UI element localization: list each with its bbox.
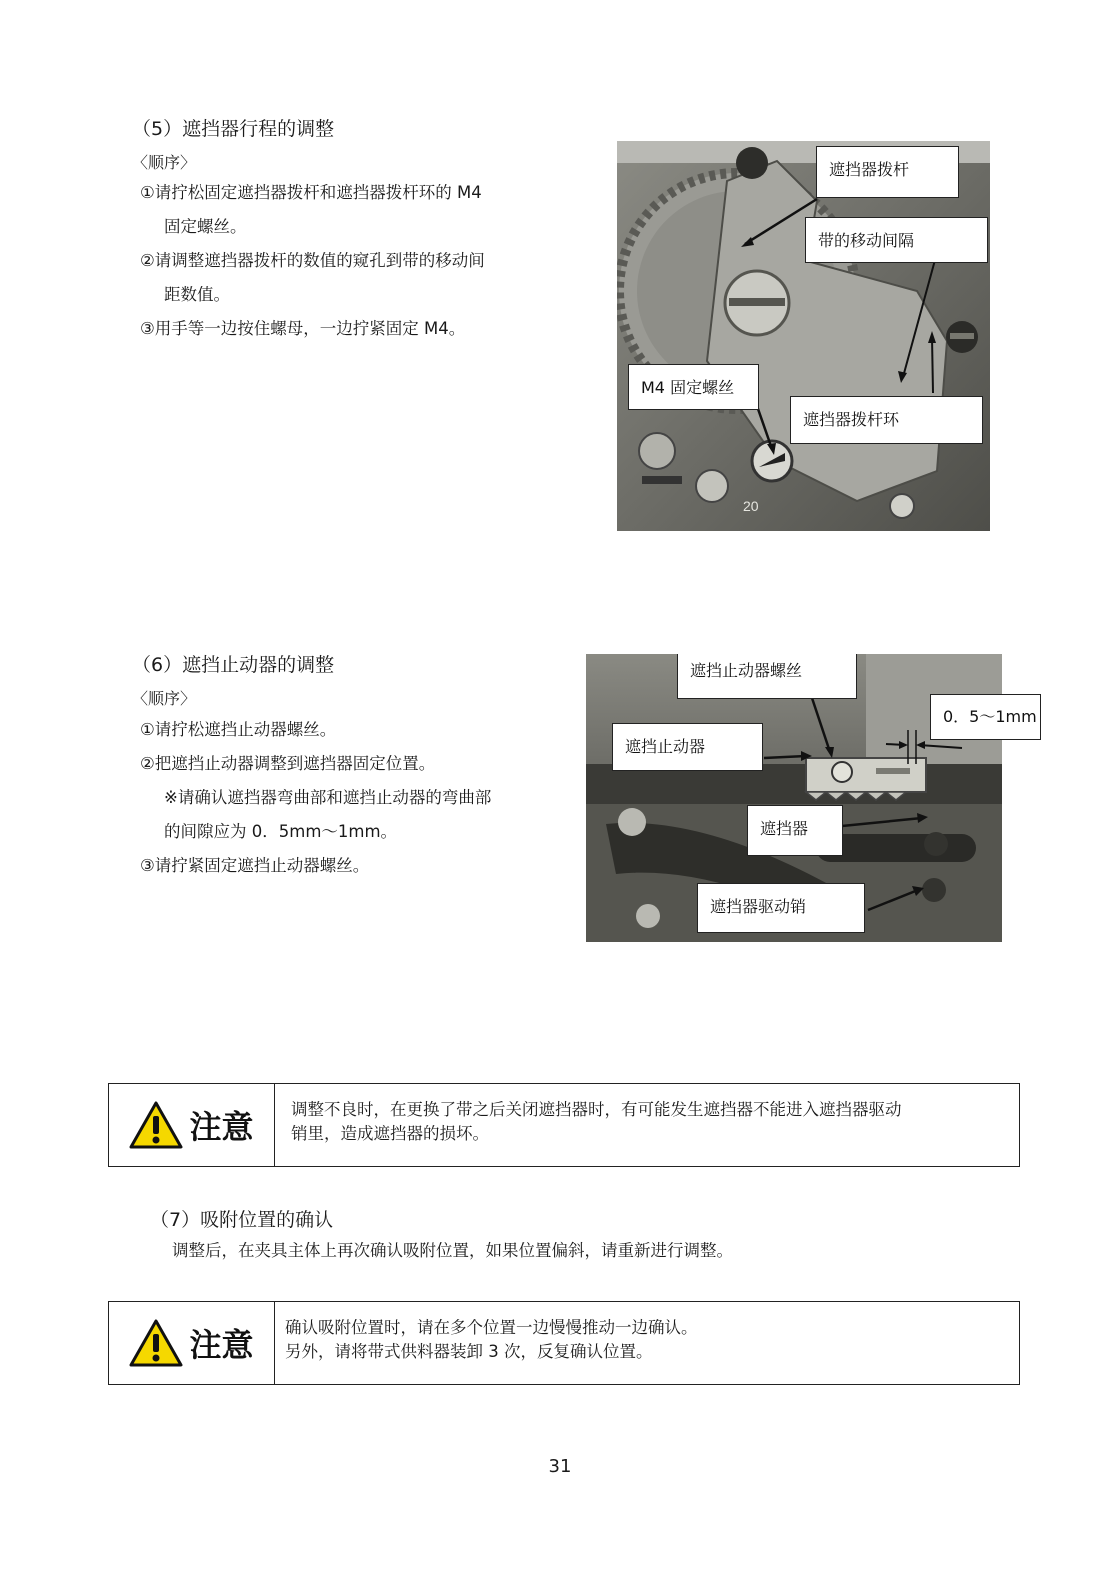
callout-shutter-lever: 遮挡器拨杆: [816, 146, 959, 198]
section7-body: 调整后，在夹具主体上再次确认吸附位置，如果位置偏斜，请重新进行调整。: [172, 1241, 733, 1260]
section6-step-3: ③请拧紧固定遮挡止动器螺丝。: [140, 856, 370, 875]
caution-message-2: [275, 1302, 1019, 1384]
caution1-line-2: 销里，造成遮挡器的损坏。: [291, 1124, 489, 1143]
section6-steps: [140, 713, 491, 883]
section5-step-3: ③用手等一边按住螺母，一边拧紧固定 M4。: [140, 319, 466, 338]
callout-gap: 0．5～1mm: [930, 694, 1041, 740]
caution-box-2: [108, 1301, 1020, 1385]
callout-drive-pin: 遮挡器驱动销: [697, 883, 865, 933]
scale-mark: 20: [743, 498, 759, 514]
caution2-line-2: 另外，请将带式供料器装卸 3 次，反复确认位置。: [285, 1342, 653, 1361]
caution-badge-1: [109, 1084, 275, 1166]
section5-steps: [140, 176, 485, 346]
callout-stopper-screw: 遮挡止动器螺丝: [677, 654, 857, 699]
section5-step-2-cont: 距数值。: [164, 285, 230, 304]
section5-procedure-label: 〈顺序〉: [132, 153, 197, 172]
callout-tape-pitch: 带的移动间隔: [805, 217, 988, 263]
shutter-lever-illustration: [617, 141, 990, 531]
caution-box-1: [108, 1083, 1020, 1167]
caution-label-2: 注意: [189, 1326, 254, 1364]
section5-step-1-cont: 固定螺丝。: [164, 217, 247, 236]
section5-title: （5）遮挡器行程的调整: [132, 118, 335, 140]
section6-note-cont: 的间隙应为 0．5mm～1mm。: [164, 822, 398, 841]
caution-message-1: [275, 1084, 1019, 1166]
section6-step-1: ①请拧松遮挡止动器螺丝。: [140, 720, 337, 739]
warning-triangle-icon: [129, 1319, 183, 1367]
callout-shutter: 遮挡器: [747, 805, 843, 856]
section6-procedure-label: 〈顺序〉: [132, 689, 197, 708]
callout-lever-ring: 遮挡器拨杆环: [790, 396, 983, 444]
section6-step-2: ②把遮挡止动器调整到遮挡器固定位置。: [140, 754, 436, 773]
caution1-line-1: 调整不良时，在更换了带之后关闭遮挡器时，有可能发生遮挡器不能进入遮挡器驱动: [291, 1100, 902, 1119]
warning-triangle-icon: [129, 1101, 183, 1149]
caution-label-1: 注意: [189, 1108, 254, 1146]
callout-stopper: 遮挡止动器: [612, 723, 763, 771]
caution-badge-2: [109, 1302, 275, 1384]
section6-title: （6）遮挡止动器的调整: [132, 654, 335, 676]
page-number: 31: [548, 1456, 572, 1477]
section5-step-1: ①请拧松固定遮挡器拨杆和遮挡器拨杆环的 M4: [140, 183, 482, 202]
section6-note: ※请确认遮挡器弯曲部和遮挡止动器的弯曲部: [164, 788, 492, 807]
section5-step-2: ②请调整遮挡器拨杆的数值的窥孔到带的移动间: [140, 251, 485, 270]
shutter-lever-photo: [617, 141, 990, 531]
callout-m4-screw: M4 固定螺丝: [628, 364, 759, 410]
section7-title: （7）吸附位置的确认: [150, 1209, 334, 1231]
caution2-line-1: 确认吸附位置时，请在多个位置一边慢慢推动一边确认。: [285, 1318, 698, 1337]
